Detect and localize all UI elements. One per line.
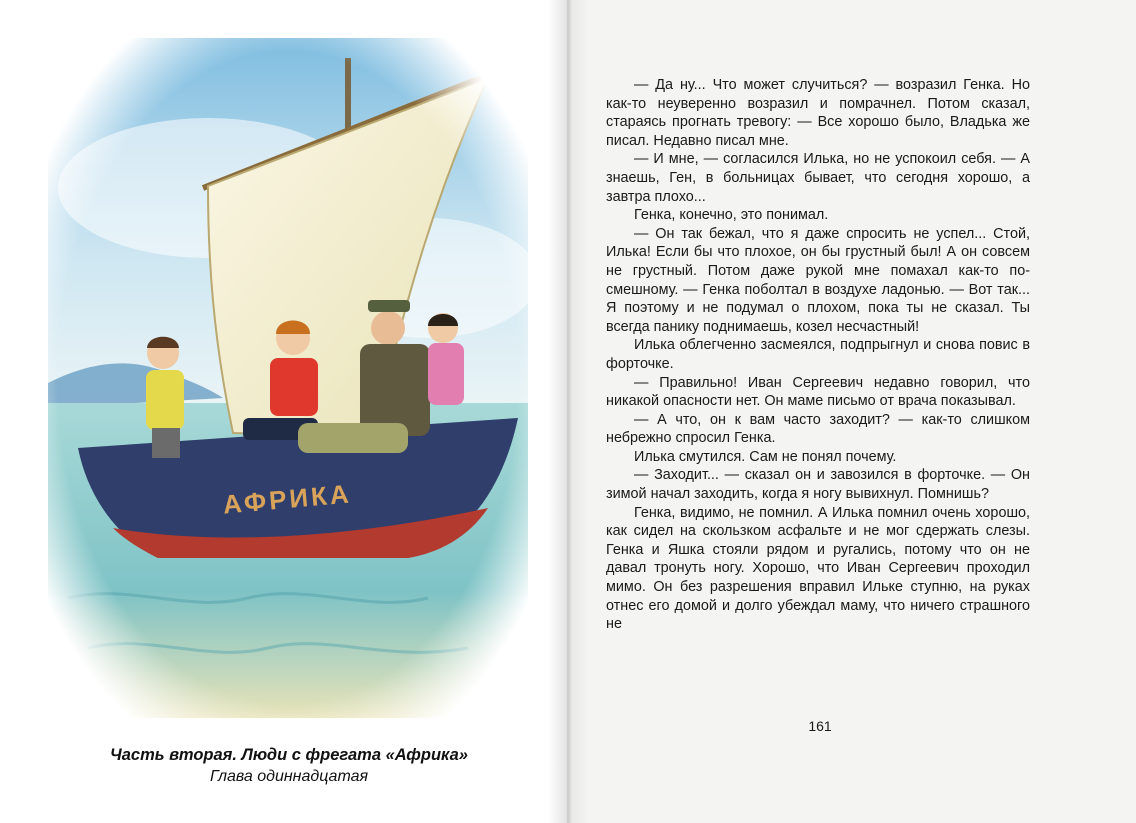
paragraph: — Да ну... Что может случиться? — возразил Генка. Но как-то неуверенно возразил и помрачнел. Потом сказал, стараясь прогнать тревогу: — Все хорошо было, Владька же писал. Недавно писал мне. xyxy=(606,77,1030,149)
book-gutter xyxy=(548,0,588,823)
left-page xyxy=(0,0,567,823)
vignette xyxy=(48,38,528,718)
body-text xyxy=(606,76,1030,634)
page-number: 161 xyxy=(808,718,832,734)
paragraph: Генка, видимо, не помнил. А Илька помнил очень хорошо, как сидел на скользком асфальте и не мог сдержать слезы. Генка и Яшка стояли рядом и ругались, потому что он не давал тронуть ногу. Хорошо, что Иван Сергеевич проходил мимо. Он без разрешения вправил Ильке ступню, на руках отнес его домой и долго убеждал маму, что ничего страшного не xyxy=(606,504,1030,633)
paragraph: Илька облегченно засмеялся, подпрыгнул и снова повис в форточке. xyxy=(606,337,1030,372)
part-title: Часть вторая. Люди с фрегата «Африка» xyxy=(110,746,468,764)
paragraph: Генка, конечно, это понимал. xyxy=(634,207,829,224)
paragraph: — Он так бежал, что я даже спросить не успел... Стой, Илька! Если бы что плохое, он бы грустный был! А он совсем не грустный. Потом даже рукой мне помахал как-то по-смешному. — Генка поболтал в воздухе ладонью. — Вот так... Я поэтому и не подумал о плохом, пока ты не сказал. Ты всегда панику поднимаешь, козел несчастный! xyxy=(606,225,1030,335)
chapter-title: Глава одиннадцатая xyxy=(209,768,369,785)
boat-illustration xyxy=(48,38,528,718)
paragraph: — А что, он к вам часто заходит? — как-то слишком небрежно спросил Генка. xyxy=(606,411,1030,447)
paragraph: Илька смутился. Сам не понял почему. xyxy=(634,448,897,465)
paragraph: — И мне, — согласился Илька, но не успокоил себя. — А знаешь, Ген, в больницах бывает, что сегодня хорошо, а завтра плохо... xyxy=(606,151,1030,205)
paragraph: — Заходит... — сказал он и завозился в форточке. — Он зимой начал заходить, когда я ногу вывихнул. Помнишь? xyxy=(606,467,1030,503)
paragraph: — Правильно! Иван Сергеевич недавно говорил, что никакой опасности нет. Он маме письмо от врача показывал. xyxy=(606,374,1030,410)
